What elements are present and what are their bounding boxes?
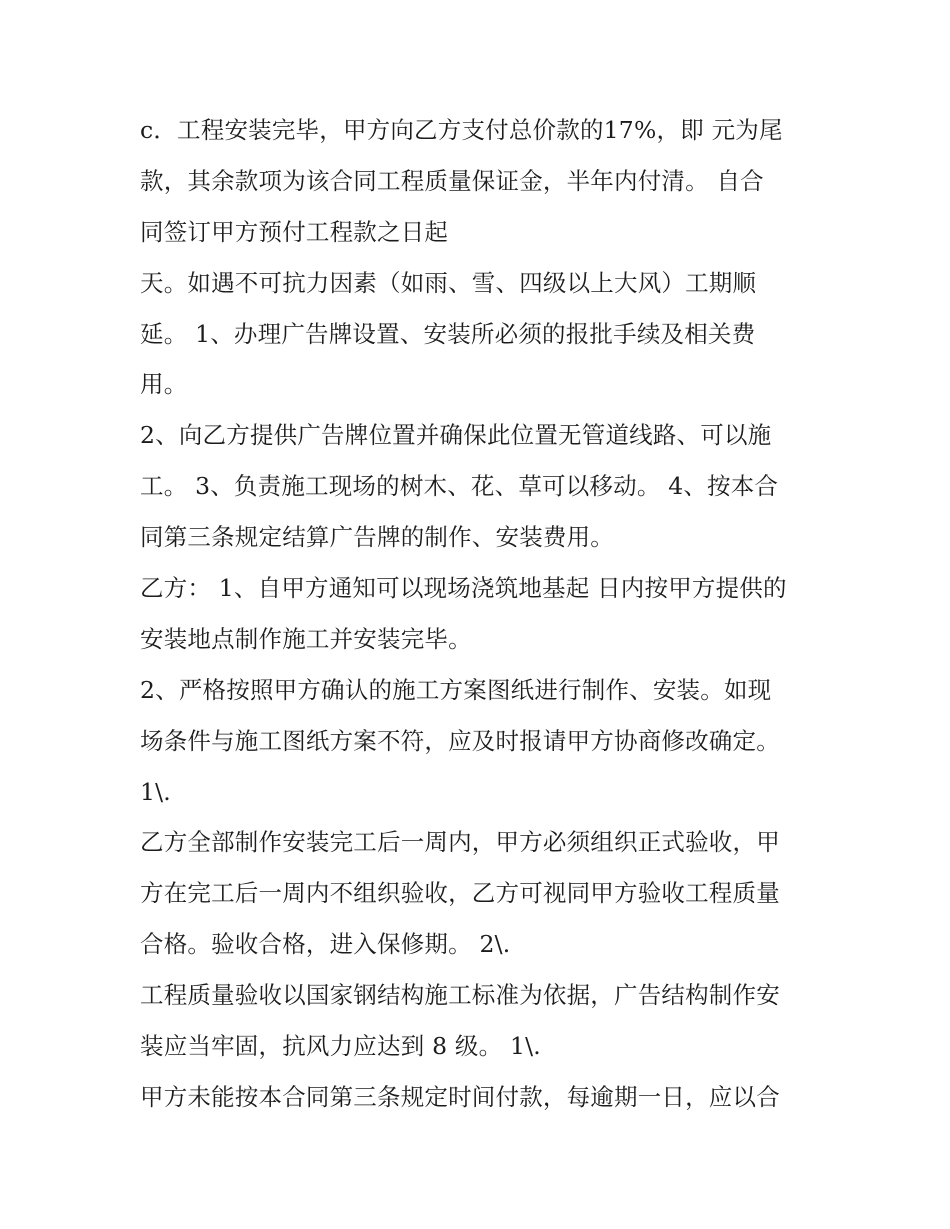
text-line: 场条件与施工图纸方案不符，应及时报请甲方协商修改确定。: [140, 726, 780, 755]
text-line: 乙方全部制作安装完工后一周内，甲方必须组织正式验收，甲: [140, 828, 780, 857]
text-line: 工程质量验收以国家钢结构施工标准为依据，广告结构制作安: [140, 981, 780, 1010]
text-line: 甲方未能按本合同第三条规定时间付款，每逾期一日，应以合: [140, 1082, 780, 1111]
text-line: 2、严格按照甲方确认的施工方案图纸进行制作、安装。如现: [140, 675, 772, 704]
text-line: 款，其余款项为该合同工程质量保证金，半年内付清。 自合: [140, 166, 764, 195]
text-line: 用。: [140, 370, 188, 399]
text-line: 1\.: [140, 777, 171, 806]
text-line: c．工程安装完毕，甲方向乙方支付总价款的17%，即 元为尾: [140, 116, 783, 144]
text-line: 装应当牢固，抗风力应达到 8 级。 1\.: [140, 1032, 541, 1061]
text-line: 方在完工后一周内不组织验收，乙方可视同甲方验收工程质量: [140, 879, 780, 908]
text-line: 2、向乙方提供广告牌位置并确保此位置无管道线路、可以施: [140, 421, 772, 450]
document-body: [140, 105, 820, 1123]
text-line: 延。 1、办理广告牌设置、安装所必须的报批手续及相关费: [140, 319, 756, 348]
text-line: 同第三条规定结算广告牌的制作、安装费用。: [140, 523, 614, 552]
text-line: 天。如遇不可抗力因素（如雨、雪、四级以上大风）工期顺: [140, 268, 757, 297]
text-line: 乙方： 1、自甲方通知可以现场浇筑地基起 日内按甲方提供的: [140, 574, 787, 603]
text-line: 合格。验收合格，进入保修期。 2\.: [140, 930, 511, 959]
text-line: 同签订甲方预付工程款之日起: [140, 217, 449, 246]
text-line: 安装地点制作施工并安装完毕。: [140, 624, 472, 653]
text-line: 工。 3、负责施工现场的树木、花、草可以移动。 4、按本合: [140, 472, 779, 501]
